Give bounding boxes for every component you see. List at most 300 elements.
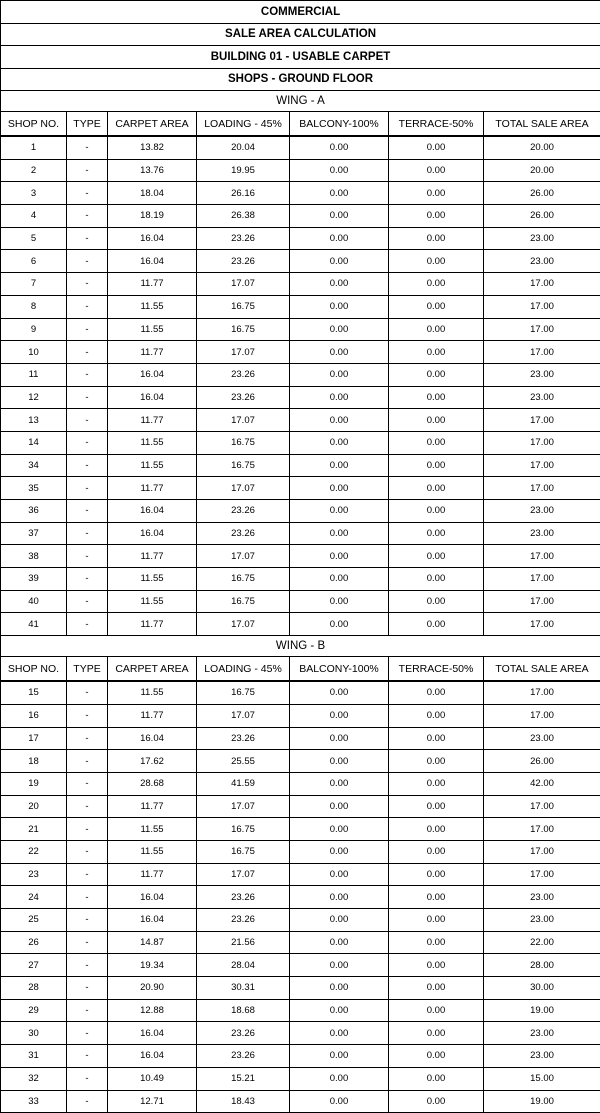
cell-loading: 16.75: [197, 454, 290, 477]
table-row: [1, 863, 600, 886]
cell-shop-no: 4: [1, 205, 67, 228]
table-row: [1, 205, 600, 228]
cell-balcony: 0.00: [290, 568, 389, 591]
cell-carpet-area: 16.04: [108, 250, 197, 273]
table-row: [1, 295, 600, 318]
cell-carpet-area: 16.04: [108, 909, 197, 932]
cell-loading: 17.07: [197, 795, 290, 818]
cell-balcony: 0.00: [290, 909, 389, 932]
cell-loading: 28.04: [197, 954, 290, 977]
cell-shop-no: 6: [1, 250, 67, 273]
table-row: [1, 1067, 600, 1090]
cell-total-sale-area: 23.00: [484, 727, 600, 750]
cell-terrace: 0.00: [389, 341, 484, 364]
cell-carpet-area: 16.04: [108, 886, 197, 909]
table-row: [1, 136, 600, 159]
cell-balcony: 0.00: [290, 136, 389, 159]
cell-carpet-area: 11.77: [108, 273, 197, 296]
cell-carpet-area: 17.62: [108, 750, 197, 773]
cell-balcony: 0.00: [290, 500, 389, 523]
cell-type: -: [67, 931, 108, 954]
title-floor: SHOPS - GROUND FLOOR: [1, 68, 600, 91]
cell-shop-no: 16: [1, 704, 67, 727]
cell-shop-no: 10: [1, 341, 67, 364]
cell-terrace: 0.00: [389, 500, 484, 523]
cell-terrace: 0.00: [389, 1022, 484, 1045]
cell-terrace: 0.00: [389, 977, 484, 1000]
cell-shop-no: 9: [1, 318, 67, 341]
cell-type: -: [67, 522, 108, 545]
cell-shop-no: 32: [1, 1067, 67, 1090]
table-row: [1, 909, 600, 932]
table-row: [1, 159, 600, 182]
cell-terrace: 0.00: [389, 250, 484, 273]
cell-type: -: [67, 454, 108, 477]
cell-balcony: 0.00: [290, 931, 389, 954]
cell-shop-no: 29: [1, 999, 67, 1022]
cell-shop-no: 28: [1, 977, 67, 1000]
cell-shop-no: 19: [1, 772, 67, 795]
cell-carpet-area: 16.04: [108, 500, 197, 523]
cell-shop-no: 33: [1, 1090, 67, 1113]
wing-title: WING - A: [1, 91, 600, 112]
cell-total-sale-area: 17.00: [484, 409, 600, 432]
cell-terrace: 0.00: [389, 545, 484, 568]
cell-shop-no: 14: [1, 431, 67, 454]
cell-terrace: 0.00: [389, 772, 484, 795]
table-row: [1, 727, 600, 750]
cell-type: -: [67, 295, 108, 318]
column-header-terrace: TERRACE-50%: [389, 657, 484, 682]
cell-loading: 23.26: [197, 250, 290, 273]
cell-total-sale-area: 23.00: [484, 1045, 600, 1068]
cell-loading: 17.07: [197, 409, 290, 432]
cell-shop-no: 25: [1, 909, 67, 932]
cell-total-sale-area: 42.00: [484, 772, 600, 795]
cell-balcony: 0.00: [290, 341, 389, 364]
cell-balcony: 0.00: [290, 840, 389, 863]
cell-total-sale-area: 17.00: [484, 704, 600, 727]
cell-total-sale-area: 22.00: [484, 931, 600, 954]
cell-terrace: 0.00: [389, 159, 484, 182]
cell-balcony: 0.00: [290, 454, 389, 477]
cell-total-sale-area: 17.00: [484, 568, 600, 591]
cell-carpet-area: 11.55: [108, 681, 197, 704]
cell-total-sale-area: 23.00: [484, 386, 600, 409]
cell-loading: 17.07: [197, 477, 290, 500]
cell-type: -: [67, 500, 108, 523]
title-row: [1, 46, 600, 69]
cell-terrace: 0.00: [389, 727, 484, 750]
cell-total-sale-area: 17.00: [484, 273, 600, 296]
cell-shop-no: 7: [1, 273, 67, 296]
cell-total-sale-area: 23.00: [484, 250, 600, 273]
cell-carpet-area: 13.76: [108, 159, 197, 182]
table-row: [1, 273, 600, 296]
cell-terrace: 0.00: [389, 295, 484, 318]
cell-loading: 17.07: [197, 341, 290, 364]
cell-shop-no: 8: [1, 295, 67, 318]
cell-loading: 23.26: [197, 909, 290, 932]
cell-carpet-area: 16.04: [108, 363, 197, 386]
cell-type: -: [67, 750, 108, 773]
cell-balcony: 0.00: [290, 886, 389, 909]
cell-carpet-area: 19.34: [108, 954, 197, 977]
cell-loading: 23.26: [197, 522, 290, 545]
cell-shop-no: 5: [1, 227, 67, 250]
table-row: [1, 840, 600, 863]
cell-terrace: 0.00: [389, 750, 484, 773]
cell-balcony: 0.00: [290, 227, 389, 250]
cell-carpet-area: 16.04: [108, 727, 197, 750]
table-row: [1, 1022, 600, 1045]
cell-type: -: [67, 1067, 108, 1090]
cell-carpet-area: 11.55: [108, 454, 197, 477]
table-row: [1, 545, 600, 568]
wing-title-row: [1, 636, 600, 657]
cell-type: -: [67, 273, 108, 296]
cell-terrace: 0.00: [389, 318, 484, 341]
cell-loading: 23.26: [197, 500, 290, 523]
cell-balcony: 0.00: [290, 704, 389, 727]
cell-total-sale-area: 26.00: [484, 182, 600, 205]
cell-terrace: 0.00: [389, 568, 484, 591]
cell-loading: 23.26: [197, 227, 290, 250]
cell-terrace: 0.00: [389, 704, 484, 727]
cell-total-sale-area: 17.00: [484, 431, 600, 454]
cell-terrace: 0.00: [389, 863, 484, 886]
cell-balcony: 0.00: [290, 386, 389, 409]
table-body: [1, 1, 600, 1113]
table-row: [1, 818, 600, 841]
cell-terrace: 0.00: [389, 386, 484, 409]
table-row: [1, 431, 600, 454]
cell-type: -: [67, 386, 108, 409]
cell-terrace: 0.00: [389, 227, 484, 250]
cell-carpet-area: 11.77: [108, 863, 197, 886]
cell-type: -: [67, 545, 108, 568]
cell-type: -: [67, 318, 108, 341]
title-sale-area-calculation: SALE AREA CALCULATION: [1, 23, 600, 46]
cell-loading: 17.07: [197, 273, 290, 296]
cell-type: -: [67, 886, 108, 909]
table-row: [1, 182, 600, 205]
cell-shop-no: 38: [1, 545, 67, 568]
cell-type: -: [67, 909, 108, 932]
cell-terrace: 0.00: [389, 818, 484, 841]
cell-shop-no: 39: [1, 568, 67, 591]
cell-type: -: [67, 590, 108, 613]
cell-shop-no: 2: [1, 159, 67, 182]
cell-carpet-area: 10.49: [108, 1067, 197, 1090]
cell-terrace: 0.00: [389, 954, 484, 977]
cell-terrace: 0.00: [389, 273, 484, 296]
cell-loading: 17.07: [197, 545, 290, 568]
cell-loading: 25.55: [197, 750, 290, 773]
cell-carpet-area: 12.88: [108, 999, 197, 1022]
cell-total-sale-area: 17.00: [484, 795, 600, 818]
cell-shop-no: 13: [1, 409, 67, 432]
cell-terrace: 0.00: [389, 795, 484, 818]
cell-balcony: 0.00: [290, 590, 389, 613]
cell-total-sale-area: 15.00: [484, 1067, 600, 1090]
cell-balcony: 0.00: [290, 727, 389, 750]
cell-carpet-area: 11.77: [108, 477, 197, 500]
column-header-total-sale-area: TOTAL SALE AREA: [484, 657, 600, 682]
cell-type: -: [67, 840, 108, 863]
cell-carpet-area: 16.04: [108, 227, 197, 250]
cell-total-sale-area: 20.00: [484, 159, 600, 182]
cell-type: -: [67, 681, 108, 704]
cell-carpet-area: 12.71: [108, 1090, 197, 1113]
cell-total-sale-area: 23.00: [484, 909, 600, 932]
column-header-total-sale-area: TOTAL SALE AREA: [484, 112, 600, 137]
cell-total-sale-area: 20.00: [484, 136, 600, 159]
cell-type: -: [67, 795, 108, 818]
table-row: [1, 477, 600, 500]
table-row: [1, 977, 600, 1000]
cell-type: -: [67, 363, 108, 386]
cell-type: -: [67, 999, 108, 1022]
cell-total-sale-area: 26.00: [484, 750, 600, 773]
table-row: [1, 999, 600, 1022]
cell-terrace: 0.00: [389, 409, 484, 432]
cell-carpet-area: 20.90: [108, 977, 197, 1000]
table-row: [1, 227, 600, 250]
cell-shop-no: 27: [1, 954, 67, 977]
cell-type: -: [67, 977, 108, 1000]
cell-loading: 16.75: [197, 818, 290, 841]
table-row: [1, 318, 600, 341]
cell-total-sale-area: 28.00: [484, 954, 600, 977]
cell-loading: 26.16: [197, 182, 290, 205]
cell-total-sale-area: 17.00: [484, 818, 600, 841]
cell-type: -: [67, 227, 108, 250]
cell-terrace: 0.00: [389, 136, 484, 159]
cell-type: -: [67, 477, 108, 500]
column-header-carpet-area: CARPET AREA: [108, 112, 197, 137]
cell-balcony: 0.00: [290, 795, 389, 818]
cell-shop-no: 41: [1, 613, 67, 636]
cell-loading: 23.26: [197, 886, 290, 909]
table-row: [1, 704, 600, 727]
cell-loading: 23.26: [197, 386, 290, 409]
cell-carpet-area: 11.77: [108, 613, 197, 636]
cell-terrace: 0.00: [389, 431, 484, 454]
title-commercial: COMMERCIAL: [1, 1, 600, 24]
cell-loading: 26.38: [197, 205, 290, 228]
cell-shop-no: 22: [1, 840, 67, 863]
cell-carpet-area: 16.04: [108, 1045, 197, 1068]
column-header-shop-no: SHOP NO.: [1, 112, 67, 137]
cell-loading: 23.26: [197, 1022, 290, 1045]
table-row: [1, 1090, 600, 1113]
cell-terrace: 0.00: [389, 363, 484, 386]
cell-terrace: 0.00: [389, 182, 484, 205]
cell-balcony: 0.00: [290, 159, 389, 182]
cell-terrace: 0.00: [389, 681, 484, 704]
cell-balcony: 0.00: [290, 182, 389, 205]
cell-carpet-area: 18.04: [108, 182, 197, 205]
cell-carpet-area: 13.82: [108, 136, 197, 159]
cell-shop-no: 21: [1, 818, 67, 841]
cell-total-sale-area: 17.00: [484, 341, 600, 364]
cell-shop-no: 30: [1, 1022, 67, 1045]
cell-shop-no: 37: [1, 522, 67, 545]
cell-terrace: 0.00: [389, 205, 484, 228]
cell-type: -: [67, 727, 108, 750]
cell-loading: 16.75: [197, 568, 290, 591]
cell-balcony: 0.00: [290, 1022, 389, 1045]
column-header-terrace: TERRACE-50%: [389, 112, 484, 137]
cell-shop-no: 23: [1, 863, 67, 886]
cell-loading: 23.26: [197, 727, 290, 750]
cell-terrace: 0.00: [389, 522, 484, 545]
cell-total-sale-area: 23.00: [484, 500, 600, 523]
cell-carpet-area: 11.55: [108, 431, 197, 454]
cell-shop-no: 12: [1, 386, 67, 409]
cell-type: -: [67, 1090, 108, 1113]
cell-type: -: [67, 341, 108, 364]
table-row: [1, 386, 600, 409]
cell-carpet-area: 11.55: [108, 318, 197, 341]
cell-loading: 21.56: [197, 931, 290, 954]
table-row: [1, 1045, 600, 1068]
cell-type: -: [67, 772, 108, 795]
cell-loading: 18.43: [197, 1090, 290, 1113]
cell-terrace: 0.00: [389, 931, 484, 954]
column-header-shop-no: SHOP NO.: [1, 657, 67, 682]
cell-loading: 16.75: [197, 431, 290, 454]
cell-balcony: 0.00: [290, 750, 389, 773]
cell-type: -: [67, 863, 108, 886]
cell-loading: 17.07: [197, 613, 290, 636]
cell-loading: 16.75: [197, 681, 290, 704]
cell-total-sale-area: 19.00: [484, 999, 600, 1022]
table-row: [1, 681, 600, 704]
cell-loading: 16.75: [197, 840, 290, 863]
table-row: [1, 886, 600, 909]
cell-balcony: 0.00: [290, 954, 389, 977]
cell-terrace: 0.00: [389, 454, 484, 477]
cell-type: -: [67, 568, 108, 591]
table-row: [1, 500, 600, 523]
cell-shop-no: 35: [1, 477, 67, 500]
cell-terrace: 0.00: [389, 840, 484, 863]
cell-carpet-area: 14.87: [108, 931, 197, 954]
cell-balcony: 0.00: [290, 977, 389, 1000]
table-row: [1, 750, 600, 773]
cell-type: -: [67, 409, 108, 432]
cell-terrace: 0.00: [389, 886, 484, 909]
column-header-row: [1, 112, 600, 137]
cell-shop-no: 24: [1, 886, 67, 909]
cell-total-sale-area: 17.00: [484, 454, 600, 477]
cell-type: -: [67, 1022, 108, 1045]
column-header-carpet-area: CARPET AREA: [108, 657, 197, 682]
cell-balcony: 0.00: [290, 999, 389, 1022]
cell-total-sale-area: 17.00: [484, 863, 600, 886]
cell-shop-no: 18: [1, 750, 67, 773]
cell-total-sale-area: 17.00: [484, 613, 600, 636]
cell-carpet-area: 11.55: [108, 590, 197, 613]
cell-total-sale-area: 23.00: [484, 886, 600, 909]
table-row: [1, 590, 600, 613]
column-header-balcony: BALCONY-100%: [290, 657, 389, 682]
cell-shop-no: 31: [1, 1045, 67, 1068]
title-row: [1, 1, 600, 24]
column-header-loading: LOADING - 45%: [197, 657, 290, 682]
cell-total-sale-area: 17.00: [484, 295, 600, 318]
cell-terrace: 0.00: [389, 999, 484, 1022]
cell-total-sale-area: 17.00: [484, 590, 600, 613]
cell-type: -: [67, 1045, 108, 1068]
cell-loading: 16.75: [197, 295, 290, 318]
cell-type: -: [67, 182, 108, 205]
cell-carpet-area: 16.04: [108, 386, 197, 409]
column-header-type: TYPE: [67, 112, 108, 137]
cell-balcony: 0.00: [290, 613, 389, 636]
cell-shop-no: 20: [1, 795, 67, 818]
cell-loading: 17.07: [197, 704, 290, 727]
cell-loading: 19.95: [197, 159, 290, 182]
cell-balcony: 0.00: [290, 545, 389, 568]
cell-terrace: 0.00: [389, 1067, 484, 1090]
cell-total-sale-area: 30.00: [484, 977, 600, 1000]
cell-carpet-area: 11.77: [108, 704, 197, 727]
cell-type: -: [67, 818, 108, 841]
cell-loading: 41.59: [197, 772, 290, 795]
cell-carpet-area: 11.77: [108, 341, 197, 364]
wing-title: WING - B: [1, 636, 600, 657]
cell-shop-no: 11: [1, 363, 67, 386]
cell-balcony: 0.00: [290, 477, 389, 500]
cell-total-sale-area: 23.00: [484, 227, 600, 250]
cell-carpet-area: 28.68: [108, 772, 197, 795]
cell-terrace: 0.00: [389, 1045, 484, 1068]
table-row: [1, 522, 600, 545]
table-row: [1, 341, 600, 364]
cell-balcony: 0.00: [290, 818, 389, 841]
cell-balcony: 0.00: [290, 363, 389, 386]
cell-balcony: 0.00: [290, 863, 389, 886]
table-row: [1, 795, 600, 818]
cell-shop-no: 3: [1, 182, 67, 205]
cell-total-sale-area: 26.00: [484, 205, 600, 228]
title-building: BUILDING 01 - USABLE CARPET: [1, 46, 600, 69]
cell-total-sale-area: 17.00: [484, 545, 600, 568]
column-header-loading: LOADING - 45%: [197, 112, 290, 137]
cell-terrace: 0.00: [389, 1090, 484, 1113]
cell-shop-no: 15: [1, 681, 67, 704]
cell-balcony: 0.00: [290, 681, 389, 704]
cell-terrace: 0.00: [389, 909, 484, 932]
table-row: [1, 954, 600, 977]
cell-carpet-area: 11.55: [108, 818, 197, 841]
cell-loading: 18.68: [197, 999, 290, 1022]
cell-total-sale-area: 17.00: [484, 840, 600, 863]
wing-title-row: [1, 91, 600, 112]
cell-type: -: [67, 250, 108, 273]
cell-total-sale-area: 23.00: [484, 363, 600, 386]
cell-type: -: [67, 613, 108, 636]
cell-carpet-area: 11.77: [108, 795, 197, 818]
cell-balcony: 0.00: [290, 250, 389, 273]
cell-shop-no: 1: [1, 136, 67, 159]
cell-shop-no: 34: [1, 454, 67, 477]
cell-carpet-area: 11.77: [108, 545, 197, 568]
cell-loading: 23.26: [197, 1045, 290, 1068]
